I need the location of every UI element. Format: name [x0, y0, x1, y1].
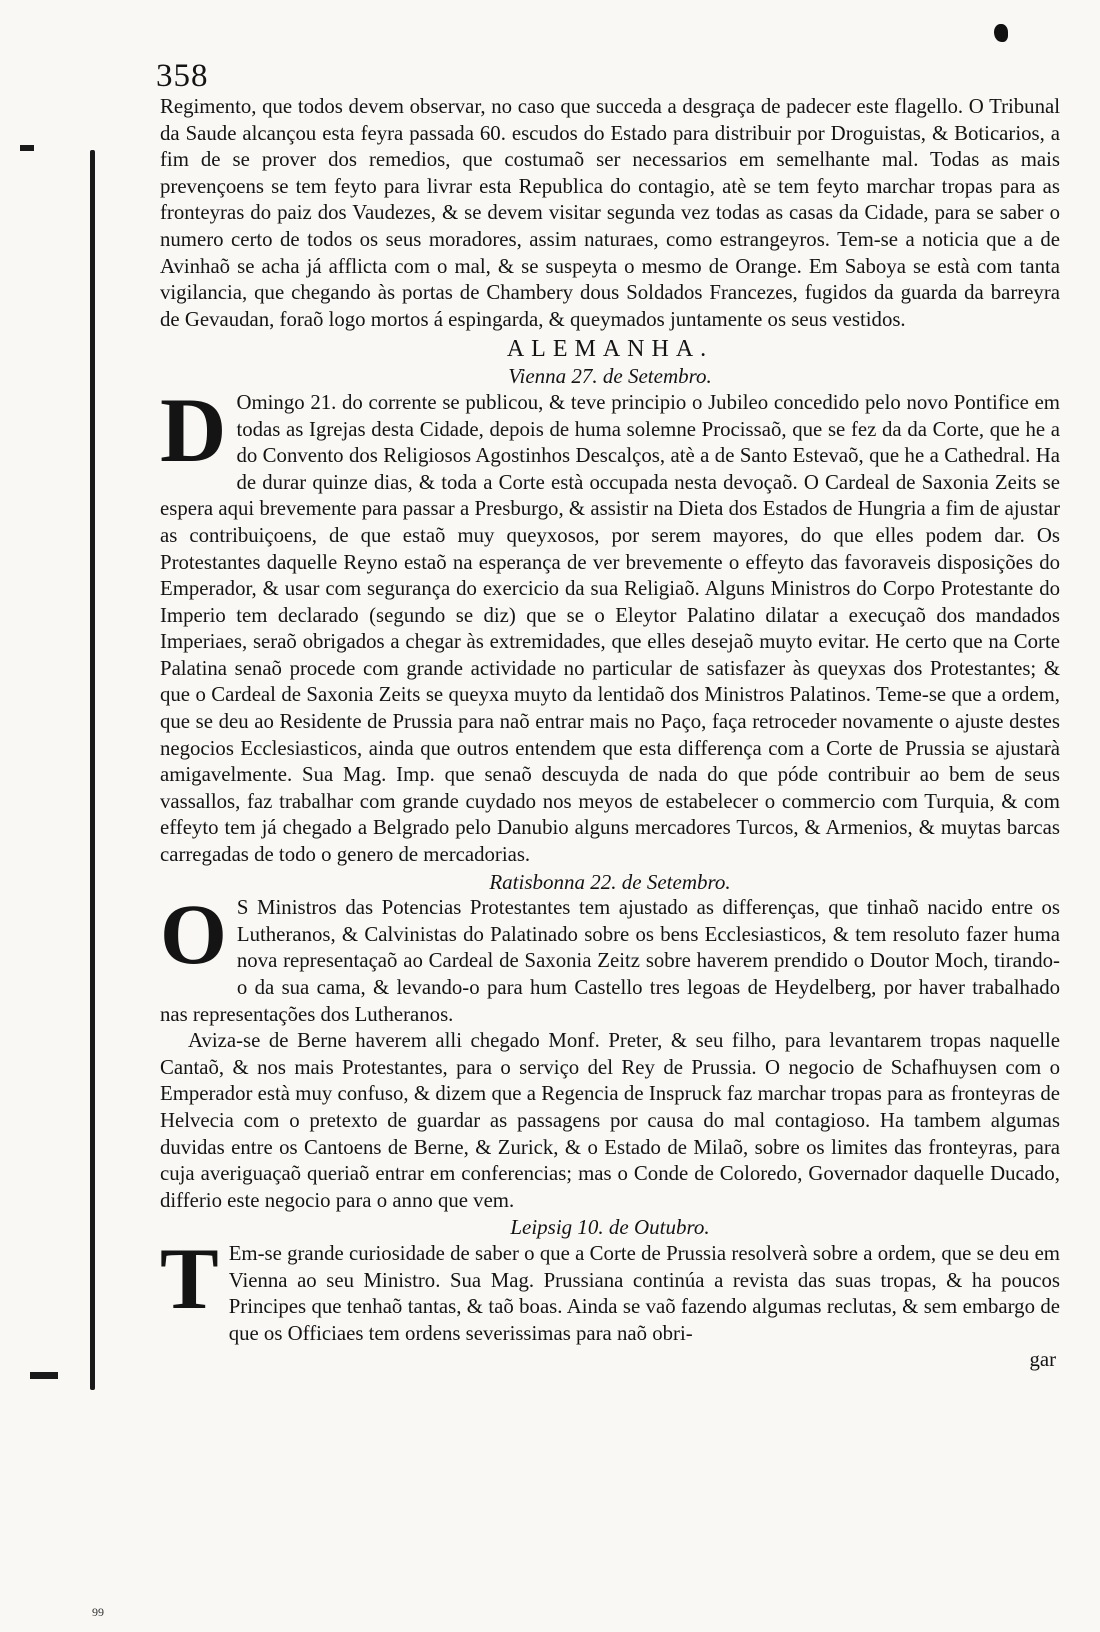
page-number: 358: [156, 58, 209, 94]
catchword: gar: [1029, 1348, 1056, 1372]
dateline: Vienna 27. de Setembro.: [508, 364, 712, 389]
dateline: Ratisbonna 22. de Setembro.: [489, 869, 731, 894]
margin-mark: [30, 1372, 58, 1379]
ratisbon-paragraph: [160, 886, 1060, 1028]
section-heading: ALEMANHA.: [506, 336, 714, 363]
drop-cap: T: [160, 1230, 219, 1328]
paragraph-text: Em-se grande curiosidade de saber o que a Corte de Prussia resolverà sobre a ordem, que se deu em Vienna ao seu Ministro. Sua Mag. Prussiana continúa a revista das suas tropas, & ha poucos Principes que tenhaõ tantas, & taõ boas. Ainda se vaõ fazendo algumas reclutas, & sem embargo de que os Officiaes tem ordens severissimas para naõ obri-: [228, 1241, 1060, 1345]
leipzig-paragraph: [160, 1230, 1060, 1347]
drop-cap: D: [160, 378, 227, 481]
paragraph-text: Omingo 21. do corrente se publicou, & teve principio o Jubileo concedido pelo novo Pontifice em todas as Igrejas desta Cidade, depois de huma solemne Procissaõ, que se fez da da Corte, que he a do Convento dos Religiosos Agostinhos Descalços, atè a de Santo Estevaõ, que he a Cathedral. Ha de durar quinze dias, & toda a Corte està occupada nesta devoçaõ. O Cardeal de Saxonia Zeits se espera aqui brevemente para passar a Presburgo, & assistir na Dieta dos Estados de Hungria a fim de ajustar as contribuiçoens, de que estaõ muy queyxosos, por serem mayores, do que elles podem dar. Os Protestantes daquelle Reyno estaõ na esperança de ver brevemente o effeyto das favoraveis disposições do Emperador, & usar com segurança do exercicio da sua Religiaõ. Alguns Ministros do Corpo Protestante do Imperio tem declarado (segundo se diz) que se o Eleytor Palatino dilatar a execuçaõ dos mandados Imperiaes, seraõ obrigados a chegar às extremidades, que elles desejaõ muyto evitar. He certo que na Corte Palatina senaõ procede com grande actividade no particular de satisfazer às queyxas dos Protestantes; & que o Cardeal de Saxonia Zeits se queyxa muyto da lentidaõ dos Ministros Palatinos. Teme-se que a ordem, que se deu ao Residente de Prussia para naõ entrar mais no Paço, faça retroceder novamente o ajuste destes negocios Ecclesiasticos, ainda que outros entendem que esta differença com a Corte de Prussia se ajustarà amigavelmente. Sua Mag. Imp. que senaõ descuyda de nada do que póde contribuir ao bem de seus vassallos, faz trabalhar com grande cuydado nos meyos de estabelecer o commercio com Turquia, & com effeyto tem já chegado a Belgrado pelo Danubio alguns mercadores Turcos, & Armenios, & muytas barcas carregadas de todo o genero de mercadorias.: [160, 390, 1060, 867]
margin-rule: [90, 150, 95, 1390]
dateline: Leipsig 10. de Outubro.: [510, 1215, 710, 1240]
bottom-margin-note: 99: [92, 1605, 104, 1619]
text-column: [160, 94, 1060, 1374]
margin-mark: [20, 145, 34, 151]
drop-cap: O: [160, 886, 227, 983]
body-paragraph: Aviza-se de Berne haverem alli chegado Monf. Preter, & seu filho, para levantarem tropas naquelle Cantaõ, & nos mais Protestantes, para o serviço del Rey de Prussia. O negocio de Schafhuysen com o Emperador està muy confuso, & dizem que a Regencia de Inspruck faz marchar tropas para as fronteyras de Helvecia com o pretexto de guardar as passagens por causa do mal contagioso. Ha tambem algumas duvidas entre os Cantoens de Berne, & Zurick, & o Estado de Milaõ, sobre os limites das fronteyras, para cuja averiguaçaõ queriaõ entrar em conferencias; mas o Conde de Coloredo, Governador daquelle Ducado, differio este negocio para o anno que vem.: [160, 1029, 1060, 1212]
paragraph-text: S Ministros das Potencias Protestantes tem ajustado as differenças, que tinhaõ nacido entre os Lutheranos, & Calvinistas do Palatinado sobre os bens Ecclesiasticos, & tem resoluto fazer huma nova representaçaõ ao Cardeal de Saxonia Zeitz sobre haverem prendido o Doutor Moch, tirando-o da sua cama, & levando-o para hum Castello tres legoas de Heydelberg, por haver trabalhado nas representações dos Lutheranos.: [160, 896, 1060, 1026]
ink-blot: [994, 24, 1008, 42]
vienna-paragraph: [160, 378, 1060, 869]
body-paragraph: Regimento, que todos devem observar, no caso que succeda a desgraça de padecer este flagello. O Tribunal da Saude alcançou esta feyra passada 60. escudos do Estado para distribuir por Droguistas, & Boticarios, a fim de se prover dos remedios, que costumaõ ser necessarios em semelhante mal. Todas as mais prevençoens se tem feyto para livrar esta Republica do contagio, atè se tem feyto marchar tropas para as fronteyras do paiz dos Vaudezes, & se devem visitar segunda vez todas as casas da Cidade, para se saber o numero certo de todos os seus moradores, assim naturaes, como estrangeyros. Tem-se a noticia que a de Avinhaõ se acha já afflicta com o mal, & se suspeyta o mesmo de Orange. Em Saboya se està com tanta vigilancia, que chegando às portas de Chambery dous Soldados Francezes, fugidos da guarda da barreyra de Gevaudan, foraõ logo mortos á espingarda, & queymados juntamente os seus vestidos.: [160, 95, 1060, 331]
